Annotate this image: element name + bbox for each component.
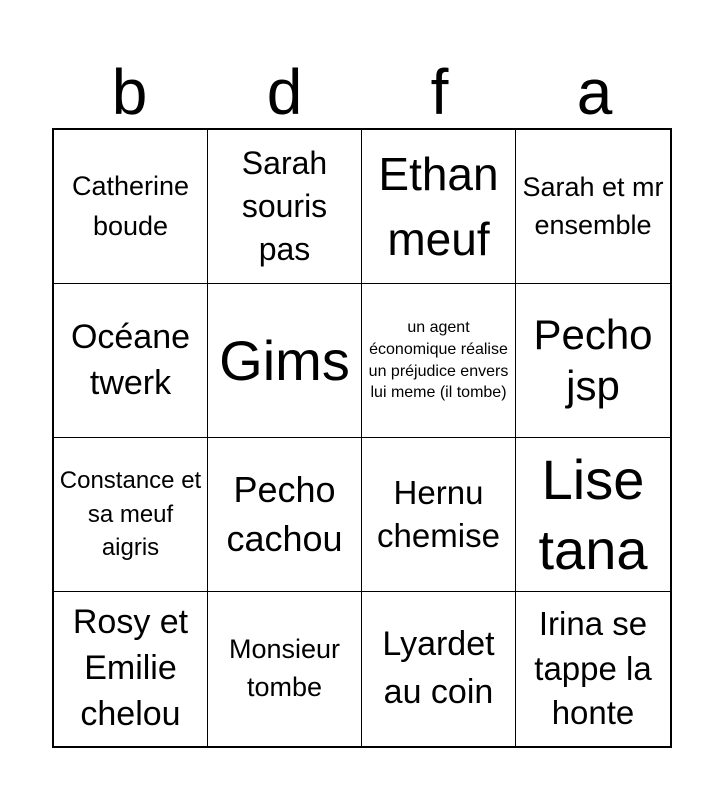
- header-letter-b: b: [111, 56, 148, 128]
- bingo-board: [52, 128, 672, 748]
- bingo-cell-text: Catherine boude: [71, 171, 190, 241]
- bingo-cell-text: Lyardet au coin: [382, 625, 495, 711]
- bingo-cell-text: Lise tana: [538, 447, 648, 581]
- bingo-cell-text: Rosy et Emilie chelou: [72, 603, 189, 733]
- bingo-cell-text: Hernu chemise: [377, 473, 500, 554]
- bingo-cell-text: Océane twerk: [70, 317, 191, 402]
- bingo-cell[interactable]: [362, 592, 516, 746]
- bingo-cell[interactable]: [516, 284, 670, 438]
- bingo-cell-text: Monsieur tombe: [228, 634, 341, 702]
- bingo-cell-text: Pecho jsp: [533, 311, 653, 409]
- bingo-cell[interactable]: [54, 130, 208, 284]
- bingo-cell[interactable]: [516, 438, 670, 592]
- bingo-cell[interactable]: [516, 130, 670, 284]
- header-letter-a: a: [576, 56, 613, 128]
- bingo-cell[interactable]: [54, 592, 208, 746]
- bingo-cell[interactable]: [208, 438, 362, 592]
- bingo-cell[interactable]: [208, 284, 362, 438]
- bingo-header: [52, 56, 672, 128]
- bingo-cell[interactable]: [362, 284, 516, 438]
- bingo-cell-text: Sarah souris pas: [241, 144, 328, 268]
- bingo-cell-text: Gims: [219, 328, 350, 392]
- bingo-cell[interactable]: [362, 438, 516, 592]
- bingo-cell[interactable]: [208, 592, 362, 746]
- bingo-cell[interactable]: [208, 130, 362, 284]
- bingo-cell[interactable]: [362, 130, 516, 284]
- header-letter-f: f: [430, 56, 449, 128]
- bingo-cell-text: un agent économique réalise un préjudice envers lui meme (il tombe): [368, 319, 509, 402]
- bingo-cell-text: Sarah et mr ensemble: [522, 172, 664, 240]
- bingo-cell[interactable]: [54, 438, 208, 592]
- bingo-cell[interactable]: [516, 592, 670, 746]
- bingo-cell-text: Ethan meuf: [378, 148, 499, 265]
- bingo-cell-text: Irina se tappe la honte: [534, 605, 652, 732]
- bingo-cell-text: Pecho cachou: [226, 468, 343, 559]
- bingo-cell[interactable]: [54, 284, 208, 438]
- bingo-cell-text: Constance et sa meuf aigris: [59, 467, 202, 562]
- header-letter-d: d: [266, 56, 303, 128]
